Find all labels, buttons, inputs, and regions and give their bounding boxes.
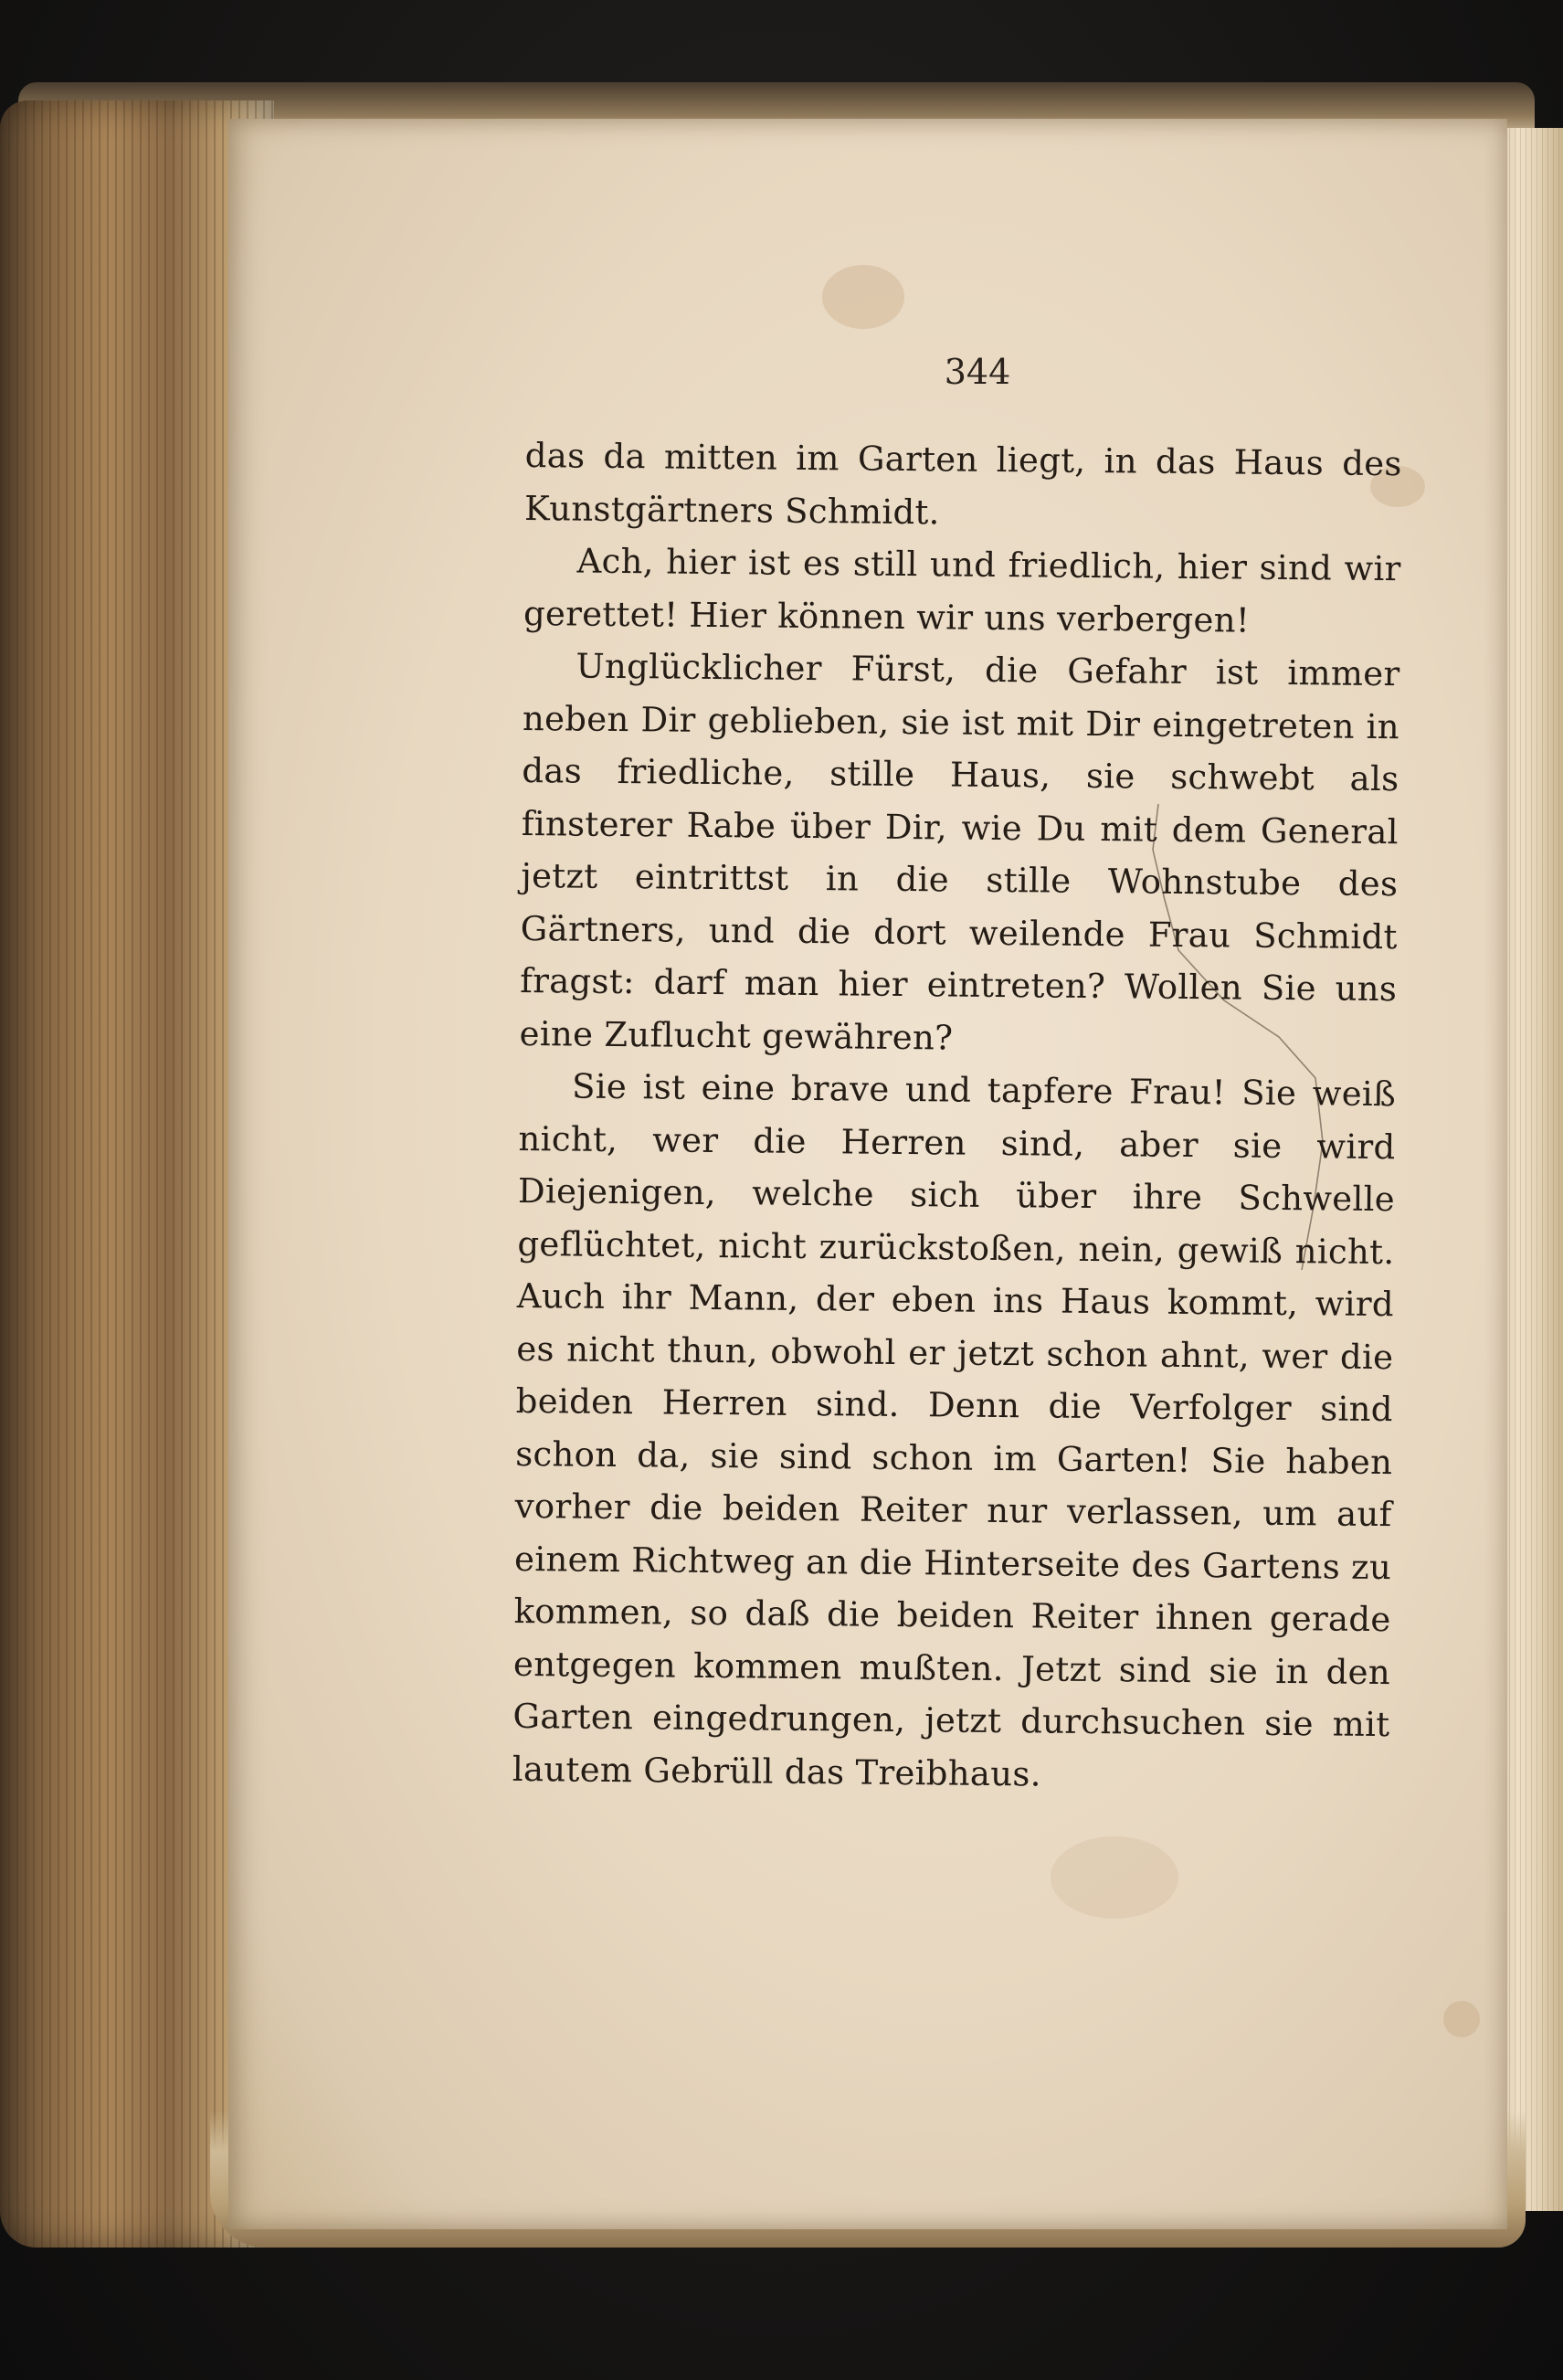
- paragraph: Sie ist eine brave und tapfere Frau! Sie weiß nicht, wer die Herren sind, aber sie wird Diejenigen, welche sich über ihre Schwelle geflüchtet, nicht zurückstoßen, nein, gewiß nicht. Auch ihr Mann, der eben ins Haus kommt, wird es nicht thun, obwohl er jetzt schon ahnt, wer die beiden Herren sind. Denn die Verfolger sind schon da, sie sind schon im Garten! Sie haben vorher die beiden Reiter nur verlassen, um auf einem Richtweg an die Hinterseite des Gartens zu kommen, so daß die beiden Reiter ihnen gerade entgegen kommen mußten. Jetzt sind sie in den Garten eingedrungen, jetzt durchsuchen sie mit lautem Gebrüll das Treibhaus.: [512, 1066, 1397, 1793]
- paragraph: Ach, hier ist es still und friedlich, hier sind wir gerettet! Hier können wir uns verbergen!: [523, 541, 1401, 640]
- body-text: [512, 429, 1402, 1804]
- paragraph: Unglücklicher Fürst, die Gefahr ist immer neben Dir geblieben, sie ist mit Dir eingetreten in das friedliche, stille Haus, sie schwebt als finsterer Rabe über Dir, wie Du mit dem General jetzt eintrittst in die stille Wohnstube des Gärtners, und die dort weilende Frau Schmidt fragst: darf man hier eintreten? Wollen Sie uns eine Zuflucht gewähren?: [519, 646, 1400, 1058]
- page-number: 344: [944, 352, 1011, 392]
- paragraph: das da mitten im Garten liegt, in das Haus des Kunstgärtners Schmidt.: [523, 435, 1402, 532]
